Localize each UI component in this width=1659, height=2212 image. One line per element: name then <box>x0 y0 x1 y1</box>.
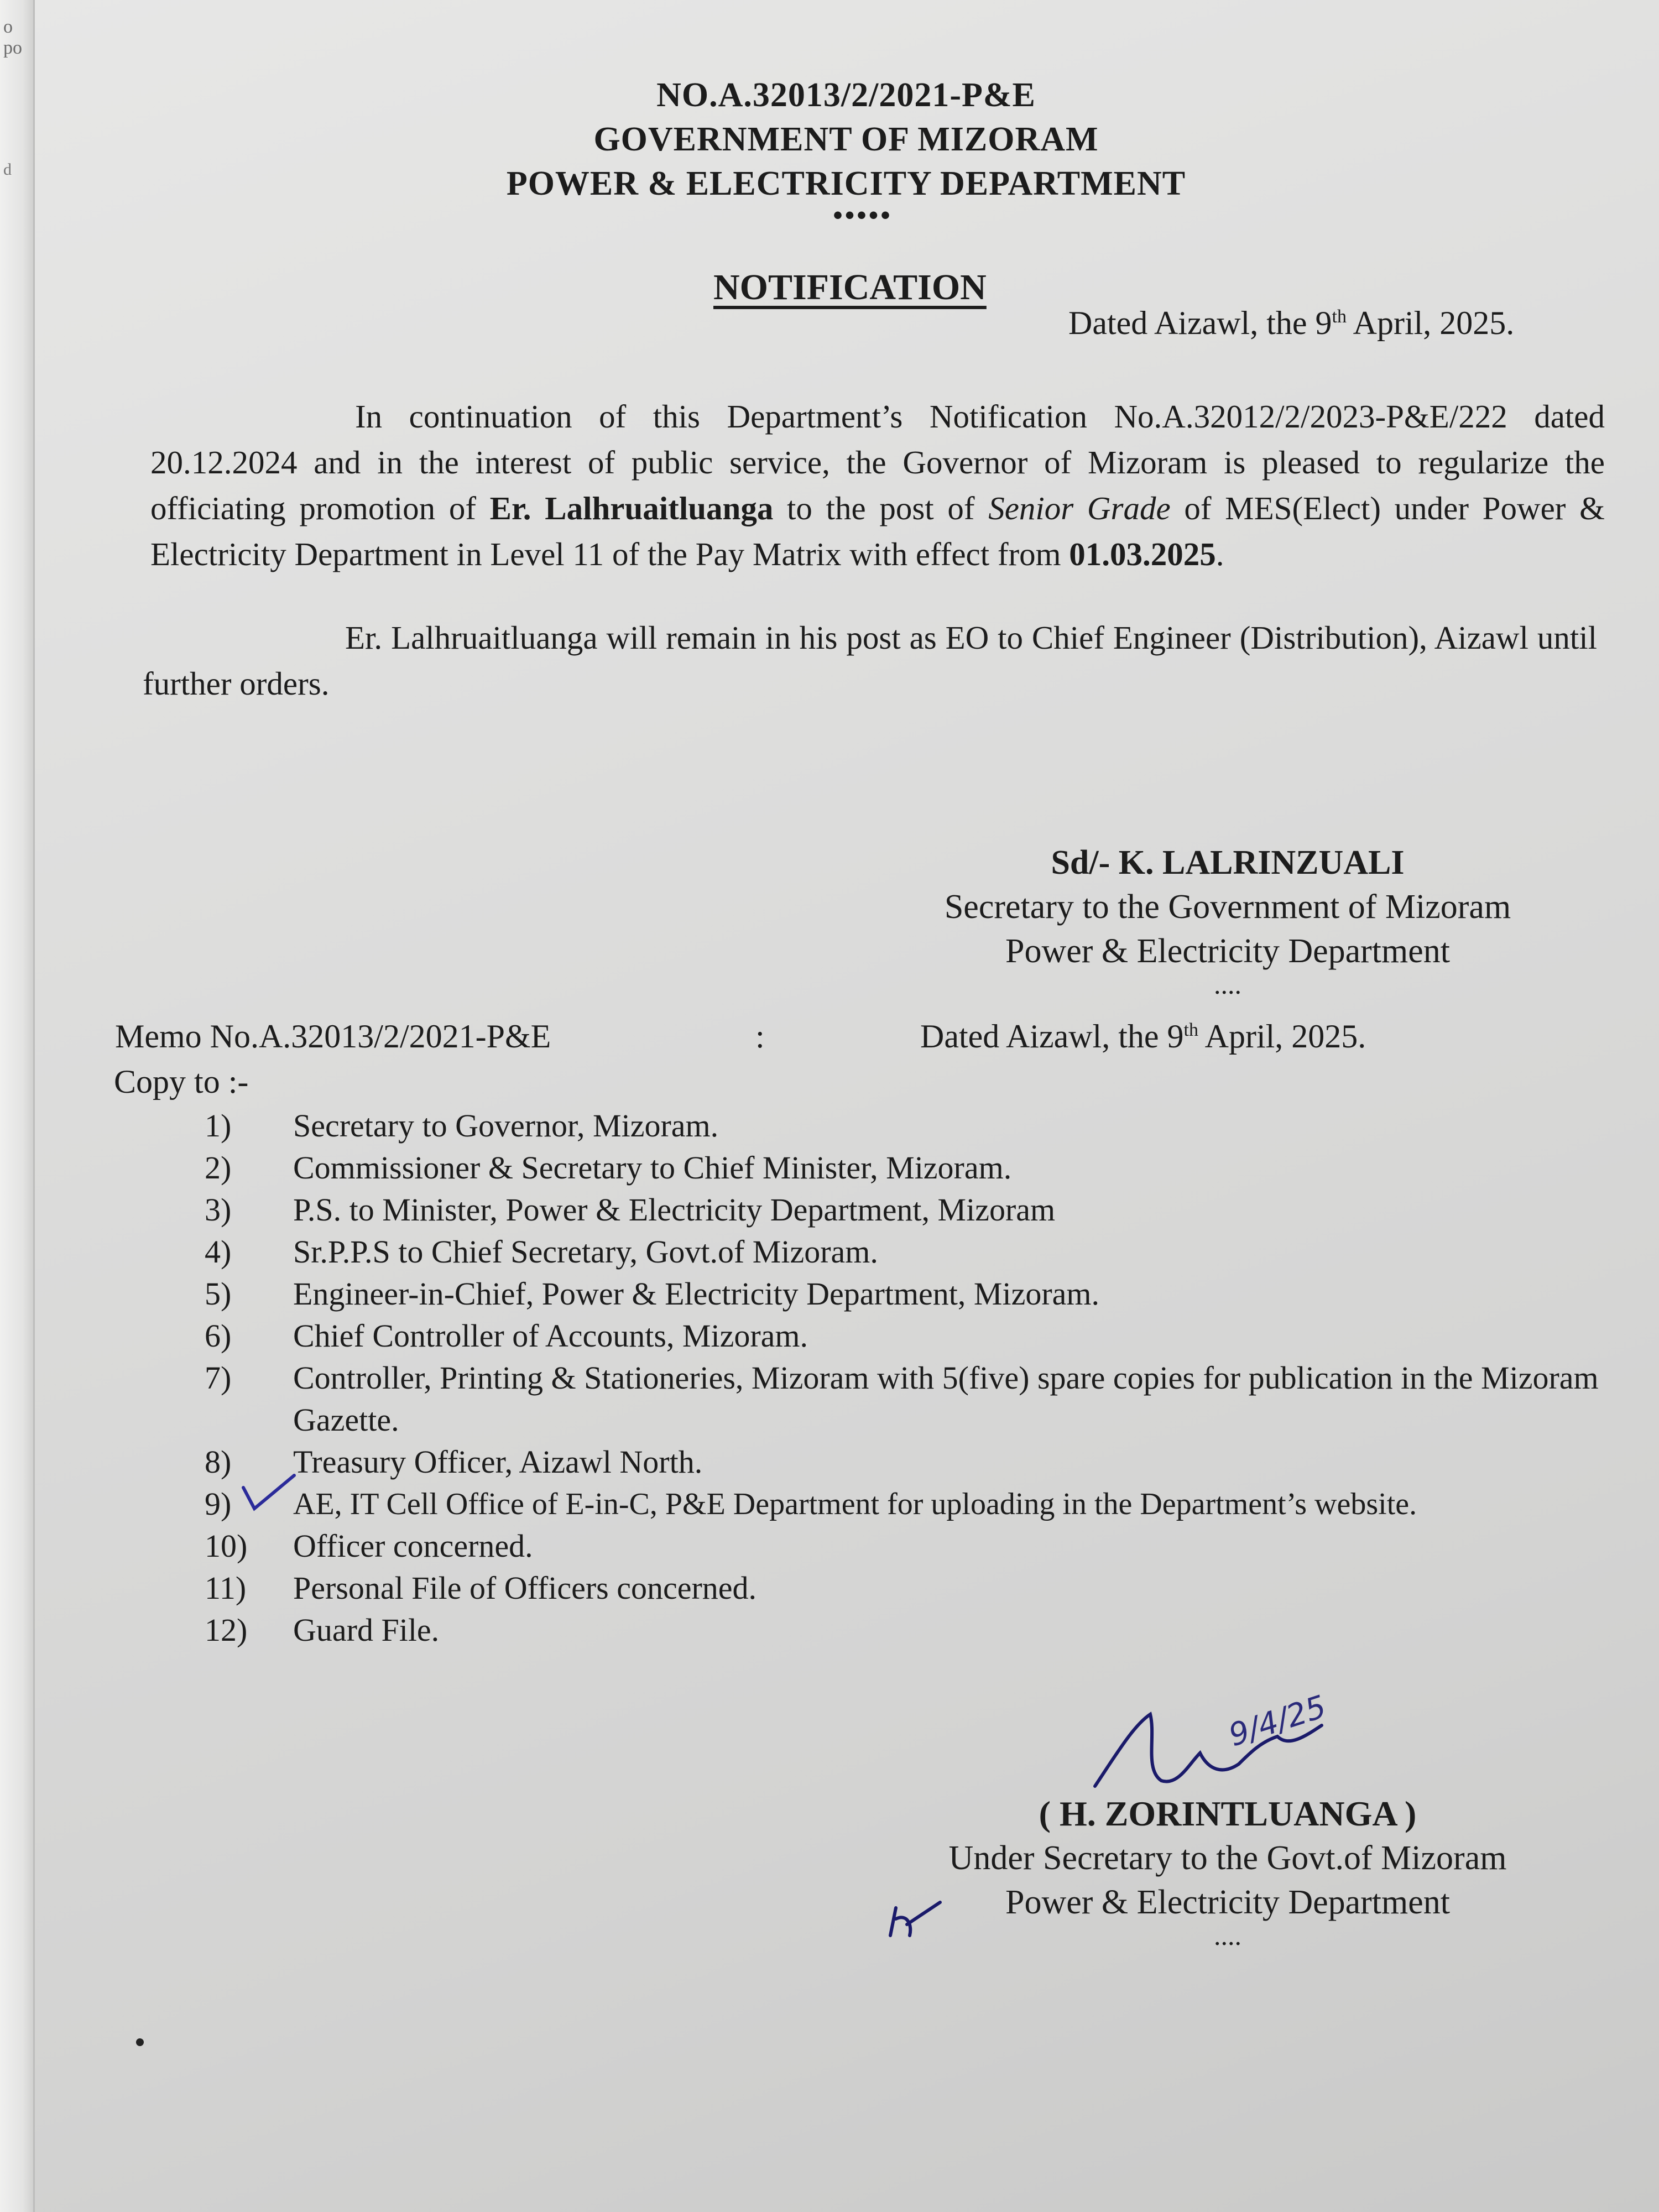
header-dots: ••••• <box>833 200 893 231</box>
memo-number: Memo No.A.32013/2/2021-P&E <box>115 1018 551 1055</box>
copy-to-label: Copy to :- <box>114 1063 249 1100</box>
list-item: 4) Sr.P.P.S to Chief Secretary, Govt.of Mizoram. <box>205 1234 878 1270</box>
signatory-block-secretary <box>863 841 1593 1000</box>
signatory-block-under-secretary <box>868 1792 1587 1951</box>
effective-date: 01.03.2025 <box>1069 536 1216 572</box>
letterhead <box>0 73 1659 206</box>
ink-dot <box>136 2038 144 2046</box>
list-item: 3) P.S. to Minister, Power & Electricity Department, Mizoram <box>205 1192 1056 1228</box>
memo-date: Dated Aizawl, the 9th April, 2025. <box>920 1018 1366 1055</box>
signatory-designation: Under Secretary to the Govt.of Mizoram <box>948 1839 1507 1877</box>
list-item: 9) AE, IT Cell Office of E-in-C, P&E Department for uploading in the Department’s website. <box>205 1486 1417 1522</box>
signatory-department: Power & Electricity Department <box>1005 1884 1450 1921</box>
signatory-name: ( H. ZORINTLUANGA ) <box>1039 1794 1417 1833</box>
notification-title: NOTIFICATION <box>713 267 987 307</box>
notification-date: Dated Aizawl, the 9th April, 2025. <box>1068 305 1515 341</box>
officer-name: Er. Lalhruaitluanga <box>489 490 774 526</box>
list-item: 12) Guard File. <box>205 1612 440 1648</box>
list-item: 10) Officer concerned. <box>205 1528 533 1564</box>
signatory-dots: .... <box>1214 969 1241 1000</box>
check-mark-icon <box>239 1471 300 1515</box>
adjacent-page-mark: d <box>3 160 12 179</box>
adjacent-page-text: o po <box>3 17 22 58</box>
department-name: POWER & ELECTRICITY DEPARTMENT <box>506 165 1186 202</box>
list-item: 6) Chief Controller of Accounts, Mizoram. <box>205 1318 808 1354</box>
list-item: 11) Personal File of Officers concerned. <box>205 1570 757 1606</box>
notification-body-continued: Er. Lalhruaitluanga will remain in his post as EO to Chief Engineer (Distribution), Aizawl until further orders. <box>143 619 1597 702</box>
list-item: 1) Secretary to Governor, Mizoram. <box>205 1108 719 1144</box>
government-name: GOVERNMENT OF MIZORAM <box>593 121 1099 158</box>
list-item: 8) Treasury Officer, Aizawl North. <box>205 1444 703 1480</box>
signatory-designation: Secretary to the Government of Mizoram <box>944 888 1511 926</box>
list-item: 2) Commissioner & Secretary to Chief Minister, Mizoram. <box>205 1150 1012 1186</box>
signatory-name: Sd/- K. LALRINZUALI <box>1051 844 1405 881</box>
signatory-dots: .... <box>1214 1920 1241 1951</box>
memo-colon: : <box>755 1018 765 1055</box>
list-item: 5) Engineer-in-Chief, Power & Electricity Department, Mizoram. <box>205 1276 1100 1312</box>
file-number: NO.A.32013/2/2021-P&E <box>656 76 1036 114</box>
initials-mark <box>885 1891 946 1941</box>
handwritten-date: 9/4/25 <box>1224 1688 1331 1754</box>
notification-body: In continuation of this Department’s Notification No.A.32012/2/2023-P&E/222 dated 20.12.2024 and in the interest of public service, the Governor of Mizoram is pleased to regularize the officiating promotion of Er. Lalhruaitluanga to the post of Senior Grade of MES(Elect) under Power & Electricity Department in Level 11 of the Pay Matrix with effect from 01.03.2025. <box>150 398 1605 572</box>
post-name: Senior Grade <box>988 490 1171 526</box>
copy-list <box>205 1105 1653 1651</box>
list-item: 7) Controller, Printing & Stationeries, Mizoram with 5(five) spare copies for publication in the Mizoram Gazette. <box>205 1360 1599 1438</box>
signatory-department: Power & Electricity Department <box>1005 932 1450 970</box>
